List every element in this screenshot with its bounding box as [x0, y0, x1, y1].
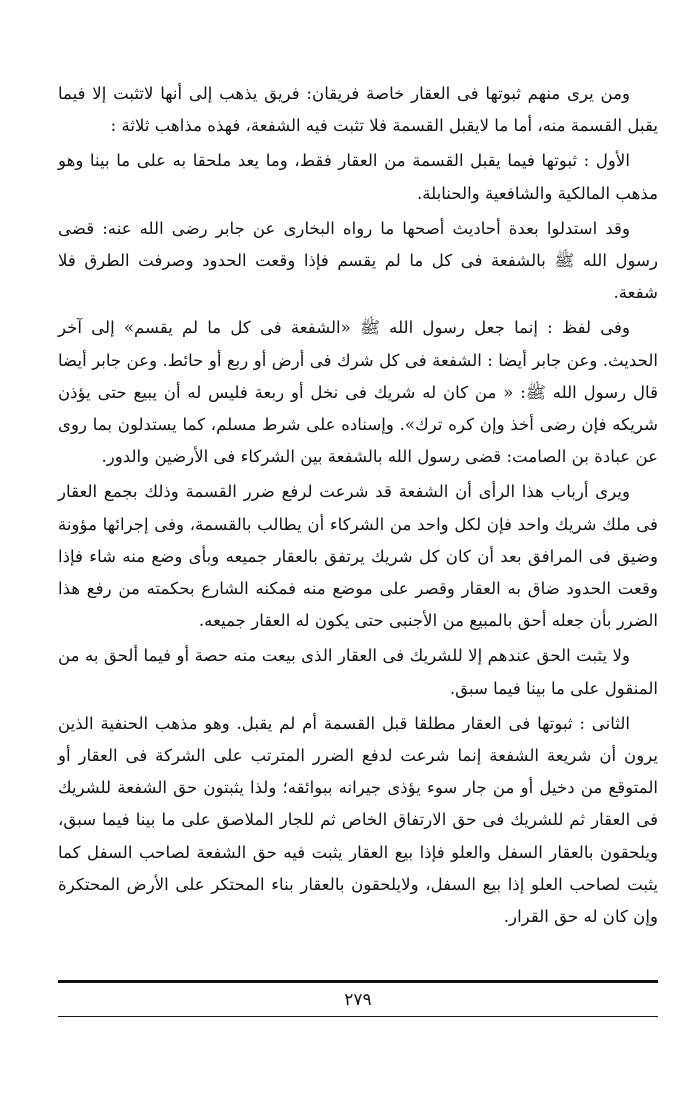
body-text — [58, 78, 658, 933]
paragraph: وفى لفظ : إنما جعل رسول الله ﷺ «الشفعة فى كل ما لم يقسم» إلى آخر الحديث. وعن جابر أيضا : الشفعة فى كل شرك فى أرض أو ربع أو حائط. وعن جابر أيضا قال رسول الله ﷺ: « من كان له شريك فى نخل أو ربعة فليس له أن يبيع حتى يؤذن شريكه فإن رضى أخذ وإن كره ترك». وإسناده على شرط مسلم، كما يستدلون بما روى عن عبادة بن الصامت: قضى رسول الله بالشفعة بين الشركاء فى الأرضين والدور. — [58, 318, 658, 467]
paragraph: ومن يرى منهم ثبوتها فى العقار خاصة فريقان: فريق يذهب إلى أنها لاتثبت إلا فيما يقبل القسمة منه، أما ما لايقبل القسمة فلا تثبت فيه الشفعة، فهذه مذاهب ثلاثة : — [58, 84, 658, 136]
footer-rule-top — [58, 980, 658, 983]
paragraph: ولا يثبت الحق عندهم إلا للشريك فى العقار الذى بيعت منه حصة أو فيما ألحق به من المنقول على ما بينا فيما سبق. — [58, 646, 658, 698]
page-number: ٢٧٩ — [344, 990, 372, 1010]
paragraph: وقد استدلوا بعدة أحاديث أصحها ما رواه البخارى عن جابر رضى الله عنه: قضى رسول الله ﷺ بالشفعة فى كل ما لم يقسم فإذا وقعت الحدود وصرفت الطرق فلا شفعة. — [58, 218, 658, 303]
footer-rule-bottom — [58, 1016, 658, 1017]
document-page — [58, 78, 658, 1088]
paragraph: ويرى أرباب هذا الرأى أن الشفعة قد شرعت لرفع ضرر القسمة وذلك بجمع العقار فى ملك شريك واحد فإن لكل واحد من الشركاء أن يطالب بالقسمة، وفى إجرائها مؤونة وضيق فى المرافق بعد أن كان كل شريك يرتفق بالعقار جميعه وبأى وضع منه شاء فإذا وقعت الحدود ضاق به العقار وقصر على موضع منه فمكنه الشارع بحكمته من رفع هذا الضرر بأن جعله أحق بالمبيع من الأجنبى حتى يكون له العقار جميعه. — [58, 482, 658, 631]
paragraph: الأول : ثبوتها فيما يقبل القسمة من العقار فقط، وما يعد ملحقا به على ما بينا وهو مذهب المالكية والشافعية والحنابلة. — [58, 151, 658, 203]
paragraph: الثانى : ثبوتها فى العقار مطلقا قبل القسمة أم لم يقبل. وهو مذهب الحنفية الذين يرون أن شريعة الشفعة إنما شرعت لدفع الضرر المترتب على الشركة فى العقار أو المتوقع من دخيل أو من جار سوء يؤذى جيرانه ببوائقه؛ ولذا يثبتون حق الشفعة للشريك فى العقار ثم للشريك فى حق الارتفاق الخاص ثم للجار الملاصق على ما بينا فيما سبق، ويلحقون بالعقار السفل والعلو فإذا بيع العقار يثبت فيه حق الشفعة لصاحب السفل كما يثبت لصاحب العلو إذا بيع السفل، ولايلحقون بالعقار بناء المحتكر على الأرض المحتكرة وإن كان له حق القرار. — [58, 713, 658, 927]
